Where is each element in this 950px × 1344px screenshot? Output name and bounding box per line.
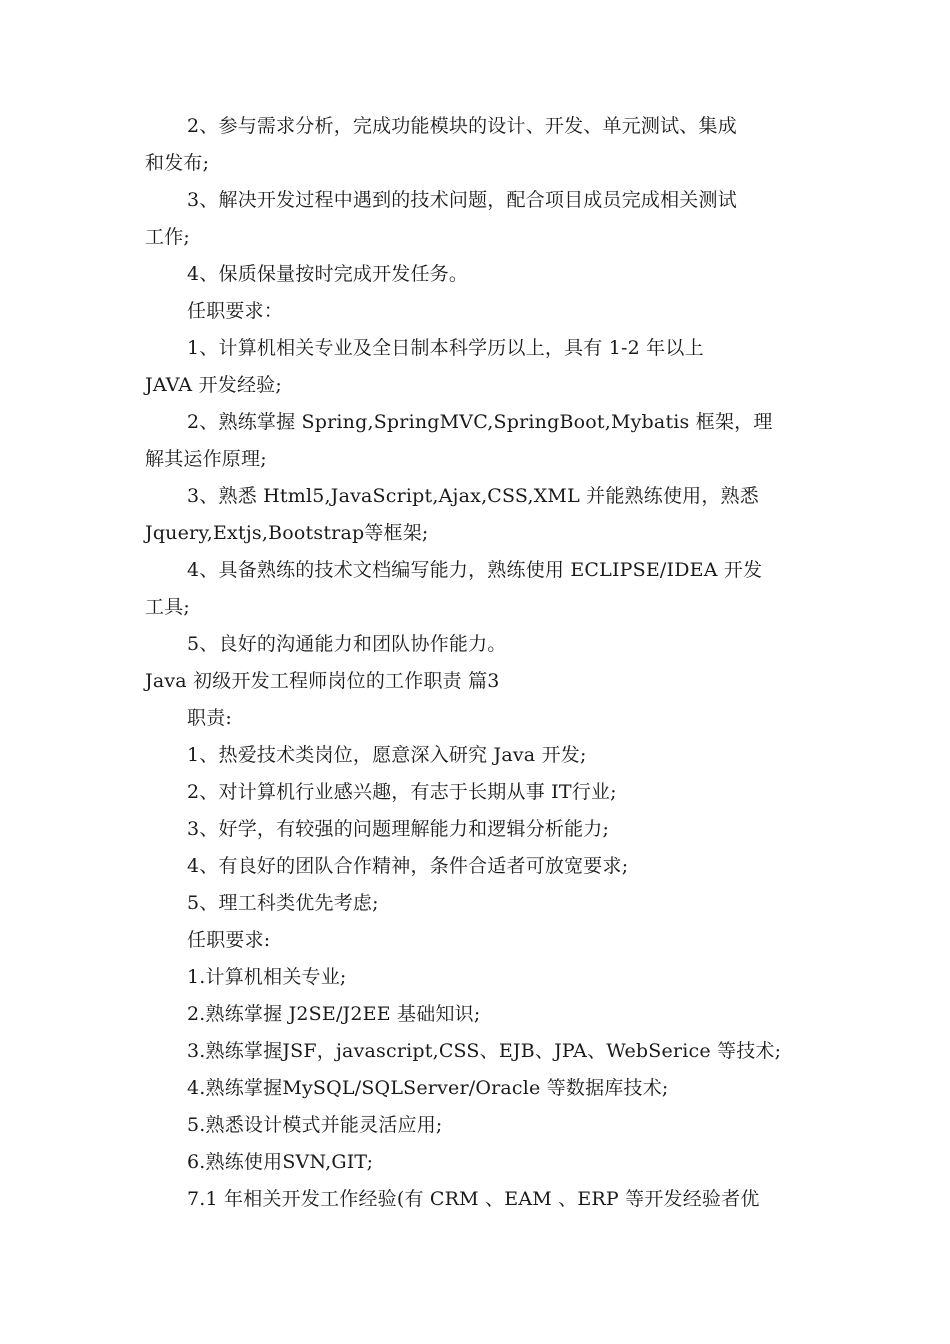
paragraph-line: 3、熟悉 Html5,JavaScript,Ajax,CSS,XML 并能熟练使用，熟悉 <box>187 485 759 507</box>
paragraph-line: 工作; <box>145 226 191 248</box>
section-heading: Java 初级开发工程师岗位的工作职责 篇3 <box>145 670 500 692</box>
paragraph-line: 2、参与需求分析，完成功能模块的设计、开发、单元测试、集成 <box>187 115 737 137</box>
section-label: 任职要求： <box>187 300 284 322</box>
section-label: 任职要求: <box>187 929 271 951</box>
paragraph-line: 和发布; <box>145 152 210 174</box>
paragraph-line: 1.计算机相关专业; <box>187 966 347 988</box>
paragraph-line: 2、熟练掌握 Spring,SpringMVC,SpringBoot,Mybatis 框架，理 <box>187 411 773 433</box>
paragraph-line: 4、保质保量按时完成开发任务。 <box>187 263 469 285</box>
paragraph-line: 3、解决开发过程中遇到的技术问题，配合项目成员完成相关测试 <box>187 189 737 211</box>
paragraph-line: 6.熟练使用SVN,GIT; <box>187 1151 374 1173</box>
paragraph-line: 解其运作原理; <box>145 448 267 470</box>
paragraph-line: Jquery,Extjs,Bootstrap等框架; <box>145 522 429 544</box>
paragraph-line: 工具; <box>145 596 191 618</box>
section-label: 职责: <box>187 707 233 729</box>
paragraph-line: 3.熟练掌握JSF，javascript,CSS、EJB、JPA、WebSerice 等技术; <box>187 1040 782 1062</box>
paragraph-line: JAVA 开发经验; <box>145 374 282 396</box>
paragraph-line: 1、计算机相关专业及全日制本科学历以上，具有 1-2 年以上 <box>187 337 704 359</box>
paragraph-line: 5.熟悉设计模式并能灵活应用; <box>187 1114 443 1136</box>
paragraph-line: 3、好学，有较强的问题理解能力和逻辑分析能力; <box>187 818 610 840</box>
paragraph-line: 4.熟练掌握MySQL/SQLServer/Oracle 等数据库技术; <box>187 1077 669 1099</box>
paragraph-line: 7.1 年相关开发工作经验(有 CRM 、EAM 、ERP 等开发经验者优 <box>187 1188 760 1210</box>
paragraph-line: 2、对计算机行业感兴趣，有志于长期从事 IT行业; <box>187 781 617 803</box>
paragraph-line: 1、热爱技术类岗位，愿意深入研究 Java 开发; <box>187 744 587 766</box>
paragraph-line: 4、具备熟练的技术文档编写能力，熟练使用 ECLIPSE/IDEA 开发 <box>187 559 763 581</box>
paragraph-line: 4、有良好的团队合作精神，条件合适者可放宽要求; <box>187 855 629 877</box>
paragraph-line: 5、良好的沟通能力和团队协作能力。 <box>187 633 507 655</box>
paragraph-line: 2.熟练掌握 J2SE/J2EE 基础知识; <box>187 1003 481 1025</box>
paragraph-line: 5、理工科类优先考虑; <box>187 892 379 914</box>
